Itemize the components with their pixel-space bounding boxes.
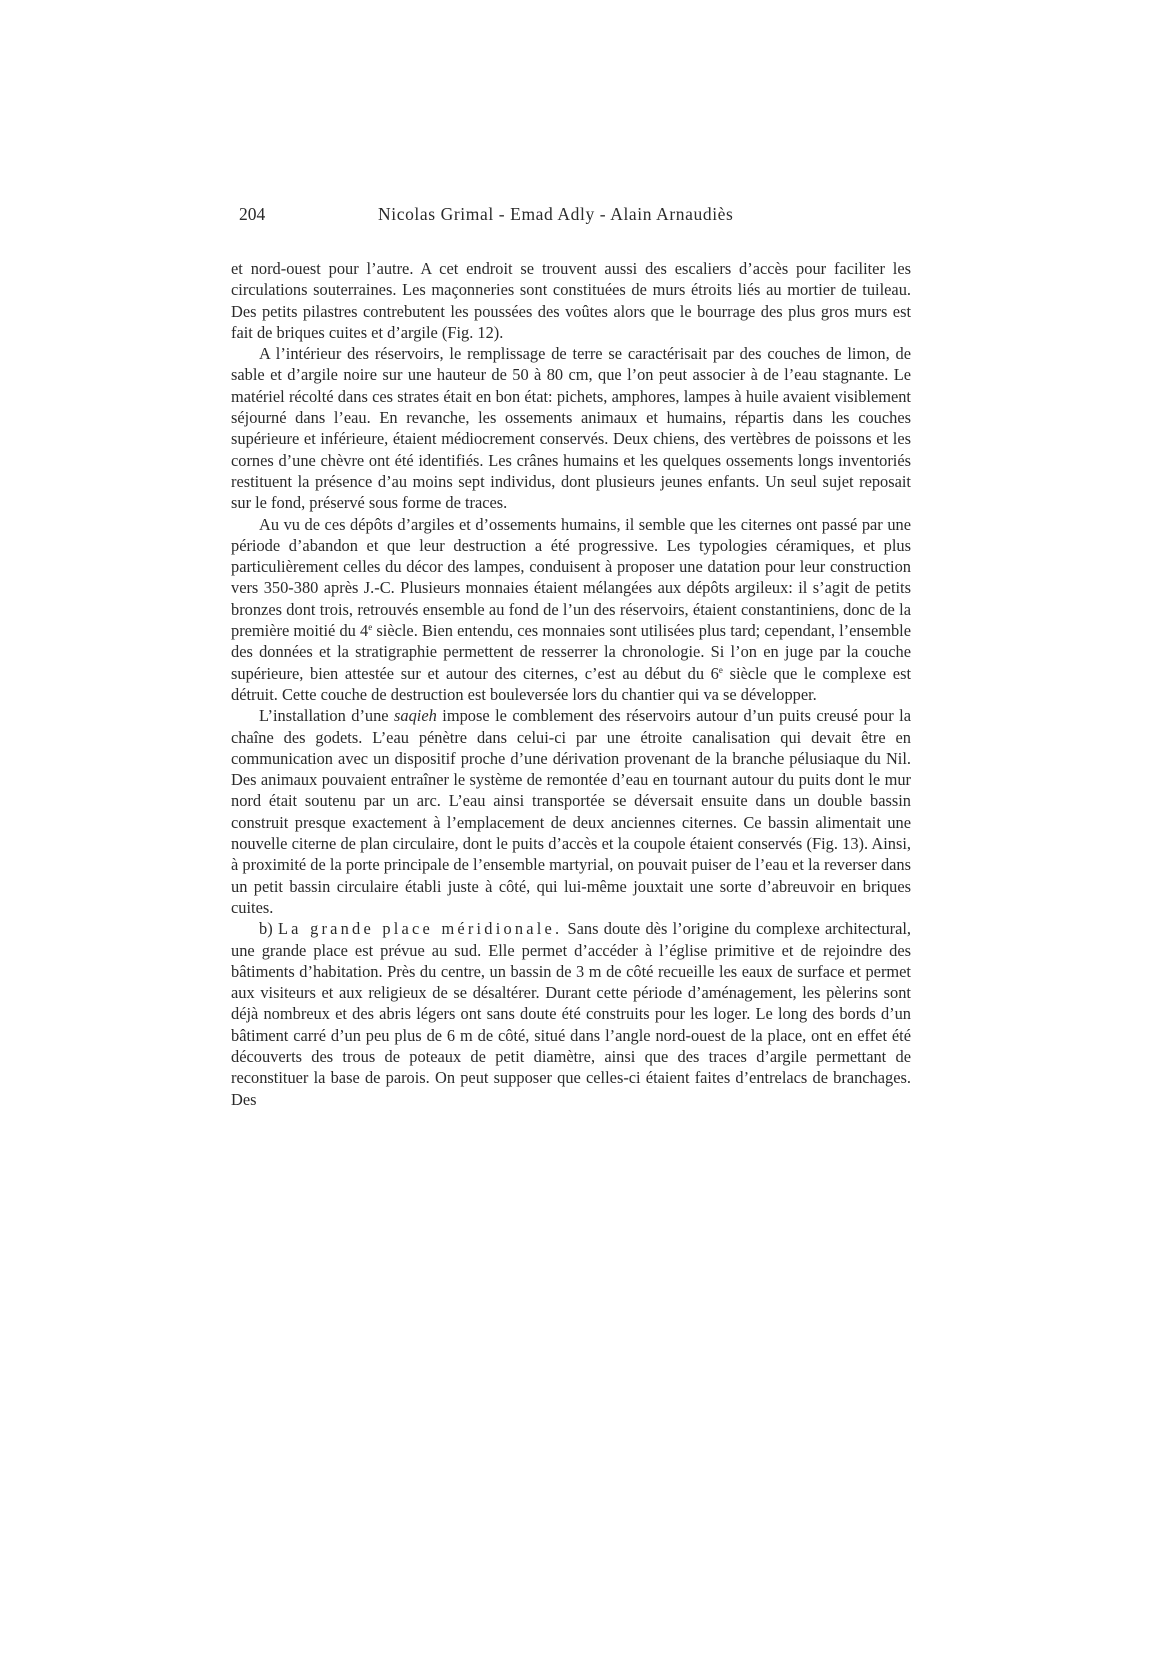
paragraph-4-part-a: L’installation d’une [259,706,395,726]
paragraph-5-text: Sans doute dès l’origine du complexe architectural, une grande place est prévue au sud. Elle permet d’accéder à l’église primitive et de rejoindre des bâtiments d’habitation. Près du centre, un bassin de 3 m de côté recueille les eaux de surface et permet aux visiteurs et aux religieux de se désaltérer. Durant cette période d’aménagement, les pèlerins sont déjà nombreux et des abris légers ont sans doute été construits pour les loger. Le long des bords d’un bâtiment carré d’un peu plus de 6 m de côté, situé dans l’angle nord-ouest de la place, ont en effet été découverts des trous de poteaux de petit diamètre, ainsi que des traces d’argile permettant de reconstituer la base de parois. On peut supposer que celles-ci étaient faites d’entrelacs de branchages. Des [231,919,912,1109]
section-heading: La grande place méridionale. [277,919,563,939]
paragraph-1: et nord-ouest pour l’autre. A cet endroit se trouvent aussi des escaliers d’accès pour faciliter les circulations souterraines. Les maçonneries sont constituées de murs étroits liés au mortier de tuileau. Des petits pilastres contrebutent les poussées des voûtes alors que le bourrage des plus gros murs est fait de briques cuites et d’argile (Fig. 12). [231,259,911,342]
paragraph-3-part-b: siècle. Bien entendu, ces monnaies sont utilisées plus tard; cependant, l’ensemble des données et la stratigraphie permettent de resserrer la chronologie. Si l’on en juge par la couche supérieure, bien attestée sur et autour des citernes, c’est au début du 6 [231,621,912,683]
superscript-e: e [368,622,373,633]
body-text [231,258,911,1110]
paragraph-3-part-a: Au vu de ces dépôts d’argiles et d’ossements humains, il semble que les citernes ont passé par une période d’abandon et que leur destruction a été progressive. Les typologies céramiques, et plus particulièrement celles du décor des lampes, conduisent à proposer une datation pour leur construction vers 350-380 après J.-C. Plusieurs monnaies étaient mélangées aux dépôts argileux: il s’agit de petits bronzes dont trois, retrouvés ensemble au fond de l’un des réservoirs, étaient constantiniens, donc de la première moitié du 4 [231,514,911,641]
page-number: 204 [239,204,266,224]
paragraph-3-part-c: siècle que le complexe est détruit. Cette couche de destruction est bouleversée lors du chantier qui va se développer. [231,663,911,704]
section-label: b) [259,919,273,939]
term-saqieh: saqieh [394,706,437,726]
running-head: Nicolas Grimal - Emad Adly - Alain Arnaudiès [378,204,734,224]
paragraph-4 [231,705,911,918]
superscript-e: e [718,664,723,675]
paragraph-4-part-b: impose le comblement des réservoirs autour d’un puits creusé pour la chaîne des godets. L’eau pénètre dans celui-ci par une étroite canalisation qui devait être en communication avec un dispositif proche d’une dérivation provenant de la branche pélusiaque du Nil. Des animaux pouvaient entraîner le système de remontée d’eau en tournant autour du puits dont le mur nord était soutenu par un arc. L’eau ainsi transportée se déversait ensuite dans un double bassin construit presque exactement à l’emplacement de deux anciennes citernes. Ce bassin alimentait une nouvelle citerne de plan circulaire, dont le puits d’accès et la coupole étaient conservés (Fig. 13). Ainsi, à proximité de la porte principale de l’ensemble martyrial, on pouvait puiser de l’eau et la reverser dans un petit bassin circulaire établi juste à côté, qui lui-même jouxtait une sorte d’abreuvoir en briques cuites. [231,706,911,917]
paragraph-5 [231,918,911,1110]
paragraph-3 [231,514,911,706]
paragraph-2: A l’intérieur des réservoirs, le remplissage de terre se caractérisait par des couches de limon, de sable et d’argile noire sur une hauteur de 50 à 80 cm, que l’on peut associer à de l’eau stagnante. Le matériel récolté dans ces strates était en bon état: pichets, amphores, lampes à huile avaient visiblement séjourné dans l’eau. En revanche, les ossements animaux et humains, répartis dans les couches supérieure et inférieure, étaient médiocrement conservés. Deux chiens, des vertèbres de poissons et les cornes d’une chèvre ont été identifiés. Les crânes humains et les quelques ossements longs inventoriés restituent la présence d’au moins sept individus, dont plusieurs jeunes enfants. Un seul sujet reposait sur le fond, préservé sous forme de traces. [231,344,911,513]
page-header [239,202,919,232]
